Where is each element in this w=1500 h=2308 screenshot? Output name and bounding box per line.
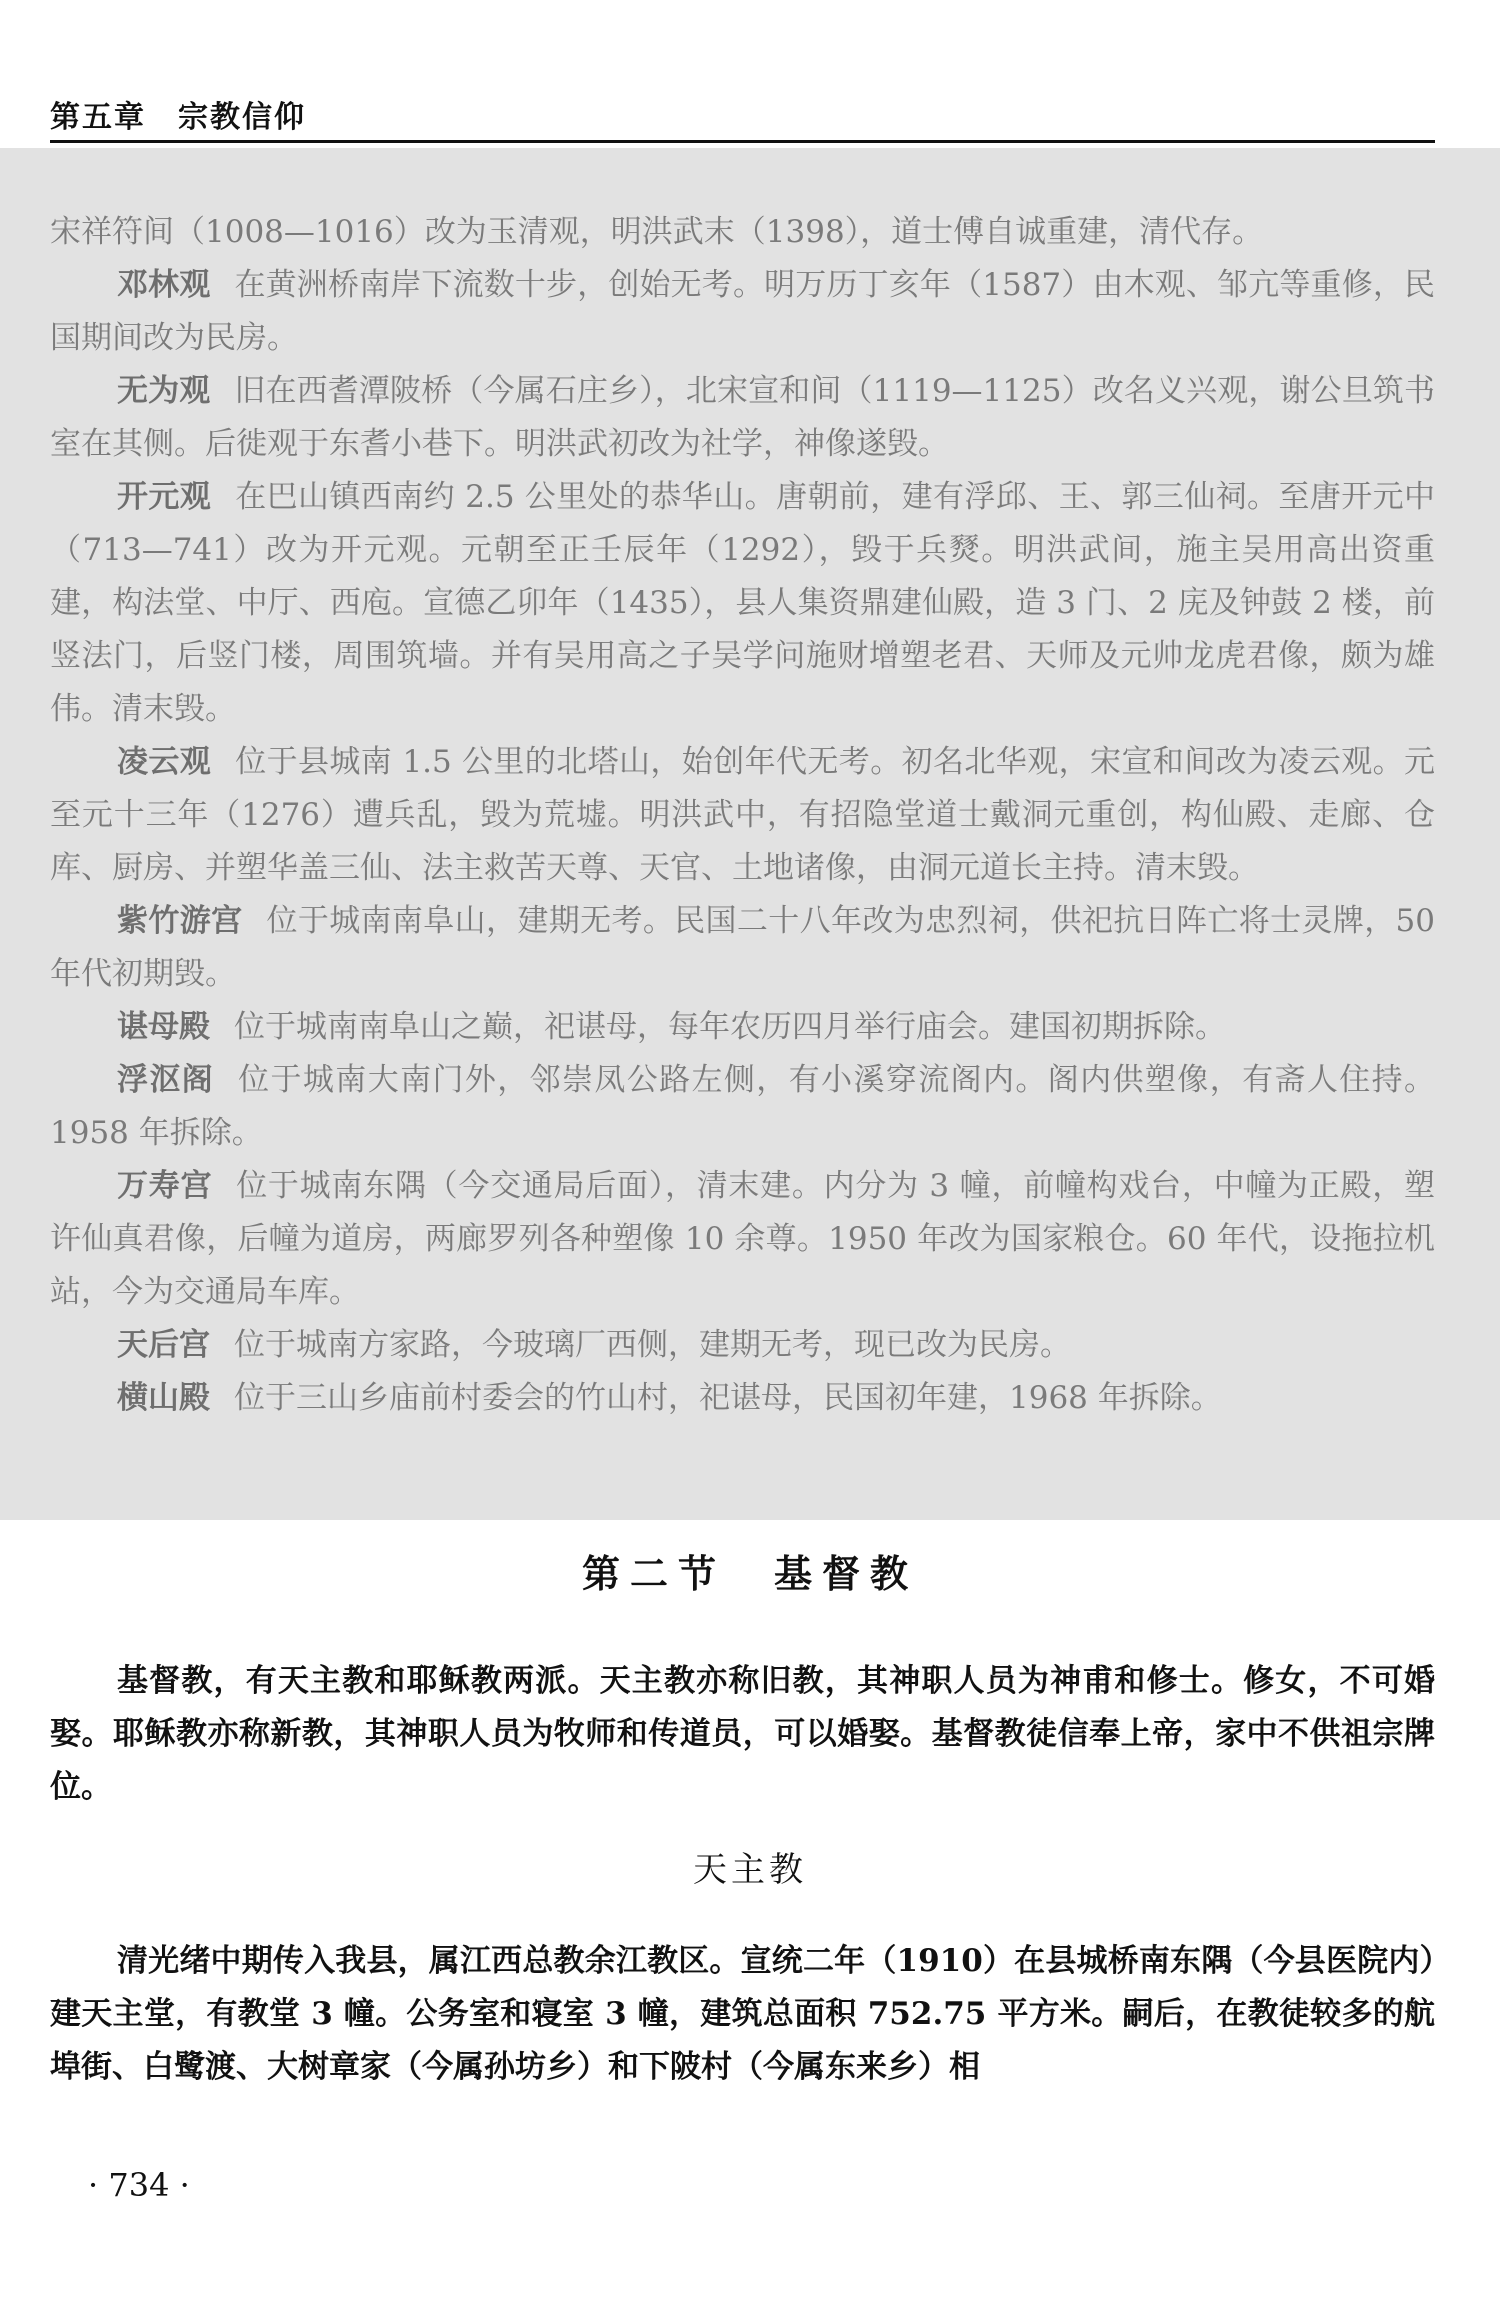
temple-name: 谌母殿 bbox=[117, 1009, 210, 1045]
temple-description: 位于城南南阜山，建期无考。民国二十八年改为忠烈祠，供祀抗日阵亡将士灵牌，50 年代初期毁。 bbox=[50, 903, 1436, 992]
temple-description: 位于城南南阜山之巅，祀谌母，每年农历四月举行庙会。建国初期拆除。 bbox=[234, 1009, 1226, 1045]
temple-description: 在巴山镇西南约 2.5 公里处的恭华山。唐朝前，建有浮邱、王、郭三仙祠。至唐开元中（713—741）改为开元观。元朝至正壬辰年（1292），毁于兵燹。明洪武间，施主吴用高出资重建，构法堂、中厅、西庖。宣德乙卯年（1435），县人集资鼎建仙殿，造 3 门、2 庑及钟鼓 2 楼，前竖法门，后竖门楼，周围筑墙。并有吴用高之子吴学问施财增塑老君、天师及元帅龙虎君像，颇为雄伟。清末毁。 bbox=[50, 479, 1435, 727]
temple-entry bbox=[50, 895, 1435, 1001]
temple-description: 旧在西耆潭陂桥（今属石庄乡），北宋宣和间（1119—1125）改名义兴观，谢公旦筑书室在其侧。后徙观于东耆小巷下。明洪武初改为社学，神像遂毁。 bbox=[50, 373, 1435, 462]
temple-name: 紫竹游宫 bbox=[117, 903, 243, 939]
temple-description: 位于城南东隅（今交通局后面），清末建。内分为 3 幢，前幢构戏台，中幢为正殿，塑许仙真君像，后幢为道房，两廊罗列各种塑像 10 余尊。1950 年改为国家粮仓。60 年代，设拖拉机站，今为交通局车库。 bbox=[50, 1168, 1435, 1310]
subsection-heading: 天主教 bbox=[693, 1850, 807, 1890]
temple-entry bbox=[50, 471, 1435, 736]
temple-name: 浮沤阁 bbox=[117, 1062, 215, 1098]
temple-entry bbox=[50, 1160, 1435, 1319]
temple-name: 无为观 bbox=[117, 373, 211, 409]
section-heading: 第二节 基督教 bbox=[581, 1551, 918, 1596]
temple-name: 开元观 bbox=[117, 479, 212, 515]
temple-description: 位于县城南 1.5 公里的北塔山，始创年代无考。初名北华观，宋宣和间改为凌云观。元至元十三年（1276）遭兵乱，毁为荒墟。明洪武中，有招隐堂道士戴洞元重创，构仙殿、走廊、仓库、厨房、并塑华盖三仙、法主救苦天尊、天官、土地诸像，由洞元道长主持。清末毁。 bbox=[50, 744, 1435, 886]
temple-description: 位于城南方家路，今玻璃厂西侧，建期无考，现已改为民房。 bbox=[234, 1327, 1071, 1363]
page-header bbox=[50, 80, 1435, 143]
taoist-temples-text bbox=[50, 206, 1435, 1425]
christianity-intro bbox=[50, 1655, 1435, 1814]
temple-entry bbox=[50, 365, 1435, 471]
chapter-title: 第五章 宗教信仰 bbox=[50, 100, 306, 135]
temple-name: 万寿宫 bbox=[117, 1168, 213, 1204]
taoist-temples-section bbox=[0, 148, 1500, 1520]
temple-description: 位于三山乡庙前村委会的竹山村，祀谌母，民国初年建，1968 年拆除。 bbox=[234, 1380, 1222, 1416]
catholic-paragraph: 清光绪中期传入我县，属江西总教余江教区。宣统二年（1910）在县城桥南东隅（今县医院内）建天主堂，有教堂 3 幢。公务室和寝室 3 幢，建筑总面积 752.75 平方米。嗣后，在教徒较多的航埠街、白鹭渡、大树章家（今属孙坊乡）和下陂村（今属东来乡）相 bbox=[50, 1943, 1435, 2085]
intro-paragraph: 基督教，有天主教和耶稣教两派。天主教亦称旧教，其神职人员为神甫和修士。修女，不可婚娶。耶稣教亦称新教，其神职人员为牧师和传道员，可以婚娶。基督教徒信奉上帝，家中不供祖宗牌位。 bbox=[50, 1663, 1435, 1805]
temple-entry bbox=[50, 1372, 1435, 1425]
page-number: · 734 · bbox=[88, 2166, 190, 2204]
temple-name: 凌云观 bbox=[117, 744, 212, 780]
temple-name: 天后宫 bbox=[117, 1327, 210, 1363]
temple-name: 邓林观 bbox=[117, 267, 211, 303]
temple-name: 横山殿 bbox=[117, 1380, 210, 1416]
temple-description: 位于城南大南门外，邻崇凤公路左侧，有小溪穿流阁内。阁内供塑像，有斋人住持。1958 年拆除。 bbox=[50, 1062, 1435, 1151]
continued-paragraph: 宋祥符间（1008—1016）改为玉清观，明洪武末（1398），道士傅自诚重建，清代存。 bbox=[50, 214, 1264, 250]
temple-entry bbox=[50, 1001, 1435, 1054]
temple-entry bbox=[50, 1054, 1435, 1160]
catholic-section bbox=[50, 1935, 1435, 2094]
temple-entry bbox=[50, 736, 1435, 895]
temple-description: 在黄洲桥南岸下流数十步，创始无考。明万历丁亥年（1587）由木观、邹亢等重修，民国期间改为民房。 bbox=[50, 267, 1436, 356]
temple-entry bbox=[50, 1319, 1435, 1372]
temple-entry bbox=[50, 259, 1435, 365]
